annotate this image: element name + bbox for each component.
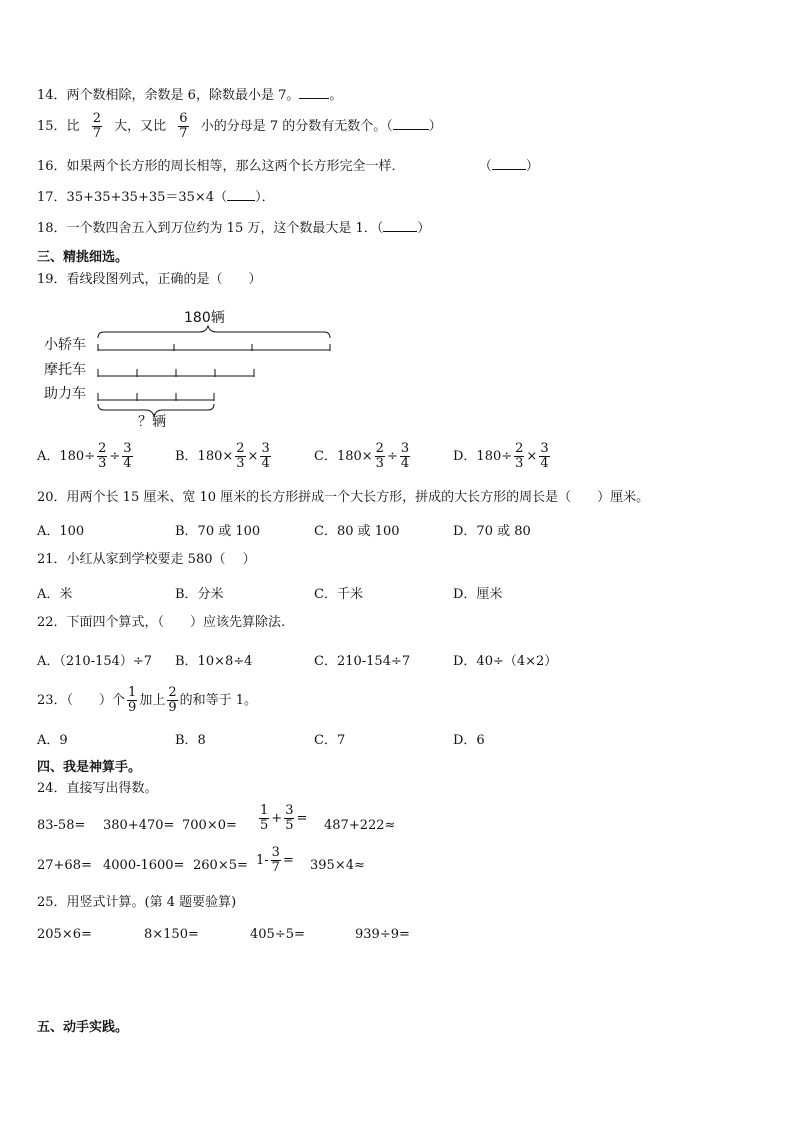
row-label-moped: 助力车: [44, 386, 86, 402]
question-20: [37, 490, 649, 506]
q18-end: ）: [417, 221, 431, 236]
q21-option-d[interactable]: D．厘米: [453, 587, 503, 602]
calc-item: 260×5=: [193, 858, 248, 873]
q16-text: 16．如果两个长方形的周长相等，那么这两个长方形完全一样．: [37, 159, 405, 174]
q20-option-b[interactable]: B．70 或 100: [175, 524, 261, 539]
q22-option-d[interactable]: D．40÷（4×2）: [453, 654, 558, 669]
question-25: [37, 895, 236, 911]
q19-option-c[interactable]: C．180× $\frac{2}{3}$ ÷ $\frac{3}{4}$: [314, 441, 410, 471]
q22-option-a[interactable]: A．（210-154）÷7: [37, 654, 153, 669]
calc-item: 395×4≈: [310, 858, 365, 873]
section-5-title: 五、动手实践。: [37, 1020, 129, 1035]
question-22: [37, 615, 285, 631]
q23-text-c: 的和等于 1。: [179, 693, 258, 708]
q23-option-c[interactable]: C．7: [314, 733, 346, 748]
section-3-title: 三、精挑细选。: [37, 250, 129, 265]
vertical-calc-item: 405÷5=: [250, 927, 305, 942]
question-14: [37, 86, 342, 104]
q21-option-c[interactable]: C．千米: [314, 587, 363, 602]
q19-option-a[interactable]: A．180÷ $\frac{2}{3}$ ÷ $\frac{3}{4}$: [37, 441, 132, 471]
row-label-car: 小轿车: [44, 337, 86, 353]
vertical-calc-item: 205×6=: [37, 927, 92, 942]
calc-item: 380+470=: [103, 818, 175, 833]
calc-item: 83-58=: [37, 818, 86, 833]
question-21: [37, 552, 256, 568]
q15-text-a: 15．比: [37, 119, 80, 134]
q15-text-c: 小的分母是 7 的分数有无数个。（: [200, 119, 393, 134]
question-19: [37, 272, 262, 288]
q14-answer-blank[interactable]: [299, 86, 329, 99]
vertical-calc-item: 8×150=: [144, 927, 199, 942]
calc-item: 487+222≈: [324, 818, 396, 833]
q21-text: 21．小红从家到学校要走 580（ ）: [37, 552, 256, 567]
q14-end: 。: [329, 88, 343, 103]
q15-fraction-2: $\frac{6}{7}$: [179, 111, 188, 141]
q16-end: ）: [525, 159, 539, 174]
question-23: [37, 686, 257, 715]
calc-fraction-diff: 1- $\frac{3}{7}$ =: [256, 845, 294, 875]
q20-text: 20．用两个长 15 厘米、宽 10 厘米的长方形拼成一个大长方形，拼成的大长方形的周长是（ ）厘米。: [37, 490, 650, 505]
q16-open: （: [478, 159, 492, 174]
q23-option-b[interactable]: B．8: [175, 733, 206, 748]
q15-answer-blank[interactable]: [393, 117, 429, 130]
q23-option-d[interactable]: D．6: [453, 733, 485, 748]
question-18: [37, 219, 430, 237]
q21-option-b[interactable]: B．分米: [175, 587, 224, 602]
calc-item: 4000-1600=: [103, 858, 185, 873]
question-16: [37, 157, 539, 175]
q15-fraction-1: $\frac{2}{7}$: [92, 111, 101, 141]
q23-option-a[interactable]: A．9: [37, 733, 68, 748]
q19-option-b[interactable]: B．180× $\frac{2}{3}$ × $\frac{3}{4}$: [175, 441, 270, 471]
q17-end: ）．: [255, 190, 275, 205]
top-brace: [98, 326, 330, 338]
q23-fraction-2: $\frac{2}{9}$: [168, 685, 177, 715]
q14-text: 14．两个数相除，余数是 6，除数最小是 7。: [37, 88, 300, 103]
q18-answer-blank[interactable]: [383, 219, 417, 232]
question-17: [37, 188, 275, 206]
q21-option-a[interactable]: A．米: [37, 587, 73, 602]
q20-option-c[interactable]: C．80 或 100: [314, 524, 400, 539]
q23-fraction-1: $\frac{1}{9}$: [128, 685, 137, 715]
q23-text-a: 23．（ ）个: [37, 693, 126, 708]
q22-text: 22．下面四个算式，（ ）应该先算除法.: [37, 615, 286, 630]
q24-text: 24．直接写出得数。: [37, 781, 158, 796]
calc-item: 27+68=: [37, 858, 92, 873]
q20-option-a[interactable]: A．100: [37, 524, 85, 539]
q17-answer-blank[interactable]: [227, 188, 255, 201]
q19-option-d[interactable]: D．180÷ $\frac{2}{3}$ × $\frac{3}{4}$: [453, 441, 549, 471]
question-15: [37, 112, 442, 141]
q18-text: 18．一个数四舍五入到万位约为 15 万，这个数最大是 1．（: [37, 221, 384, 236]
q22-option-b[interactable]: B．10×8÷4: [175, 654, 253, 669]
diagram-bottom-label: ？辆: [138, 414, 166, 430]
q22-option-c[interactable]: C．210-154÷7: [314, 654, 411, 669]
q25-text: 25．用竖式计算。(第 4 题要验算): [37, 895, 237, 910]
line-segment-diagram: [40, 304, 340, 432]
vertical-calc-item: 939÷9=: [355, 927, 410, 942]
q23-text-b: 加上: [139, 693, 166, 708]
q16-answer-blank[interactable]: [492, 157, 526, 170]
row-label-motorcycle: 摩托车: [44, 362, 86, 378]
question-24: [37, 781, 158, 797]
q17-text: 17．35+35+35+35＝35×4（: [37, 190, 228, 205]
q15-end: ）: [428, 119, 442, 134]
calc-fraction-sum: $\frac{1}{5}$ + $\frac{3}{5}$ =: [260, 803, 308, 833]
q20-option-d[interactable]: D．70 或 80: [453, 524, 531, 539]
section-4-title: 四、我是神算手。: [37, 760, 142, 775]
q15-text-b: 大，又比: [114, 119, 167, 134]
q19-text: 19．看线段图列式，正确的是（ ）: [37, 272, 262, 287]
calc-item: 700×0=: [182, 818, 237, 833]
diagram-top-label: 180辆: [184, 310, 225, 326]
